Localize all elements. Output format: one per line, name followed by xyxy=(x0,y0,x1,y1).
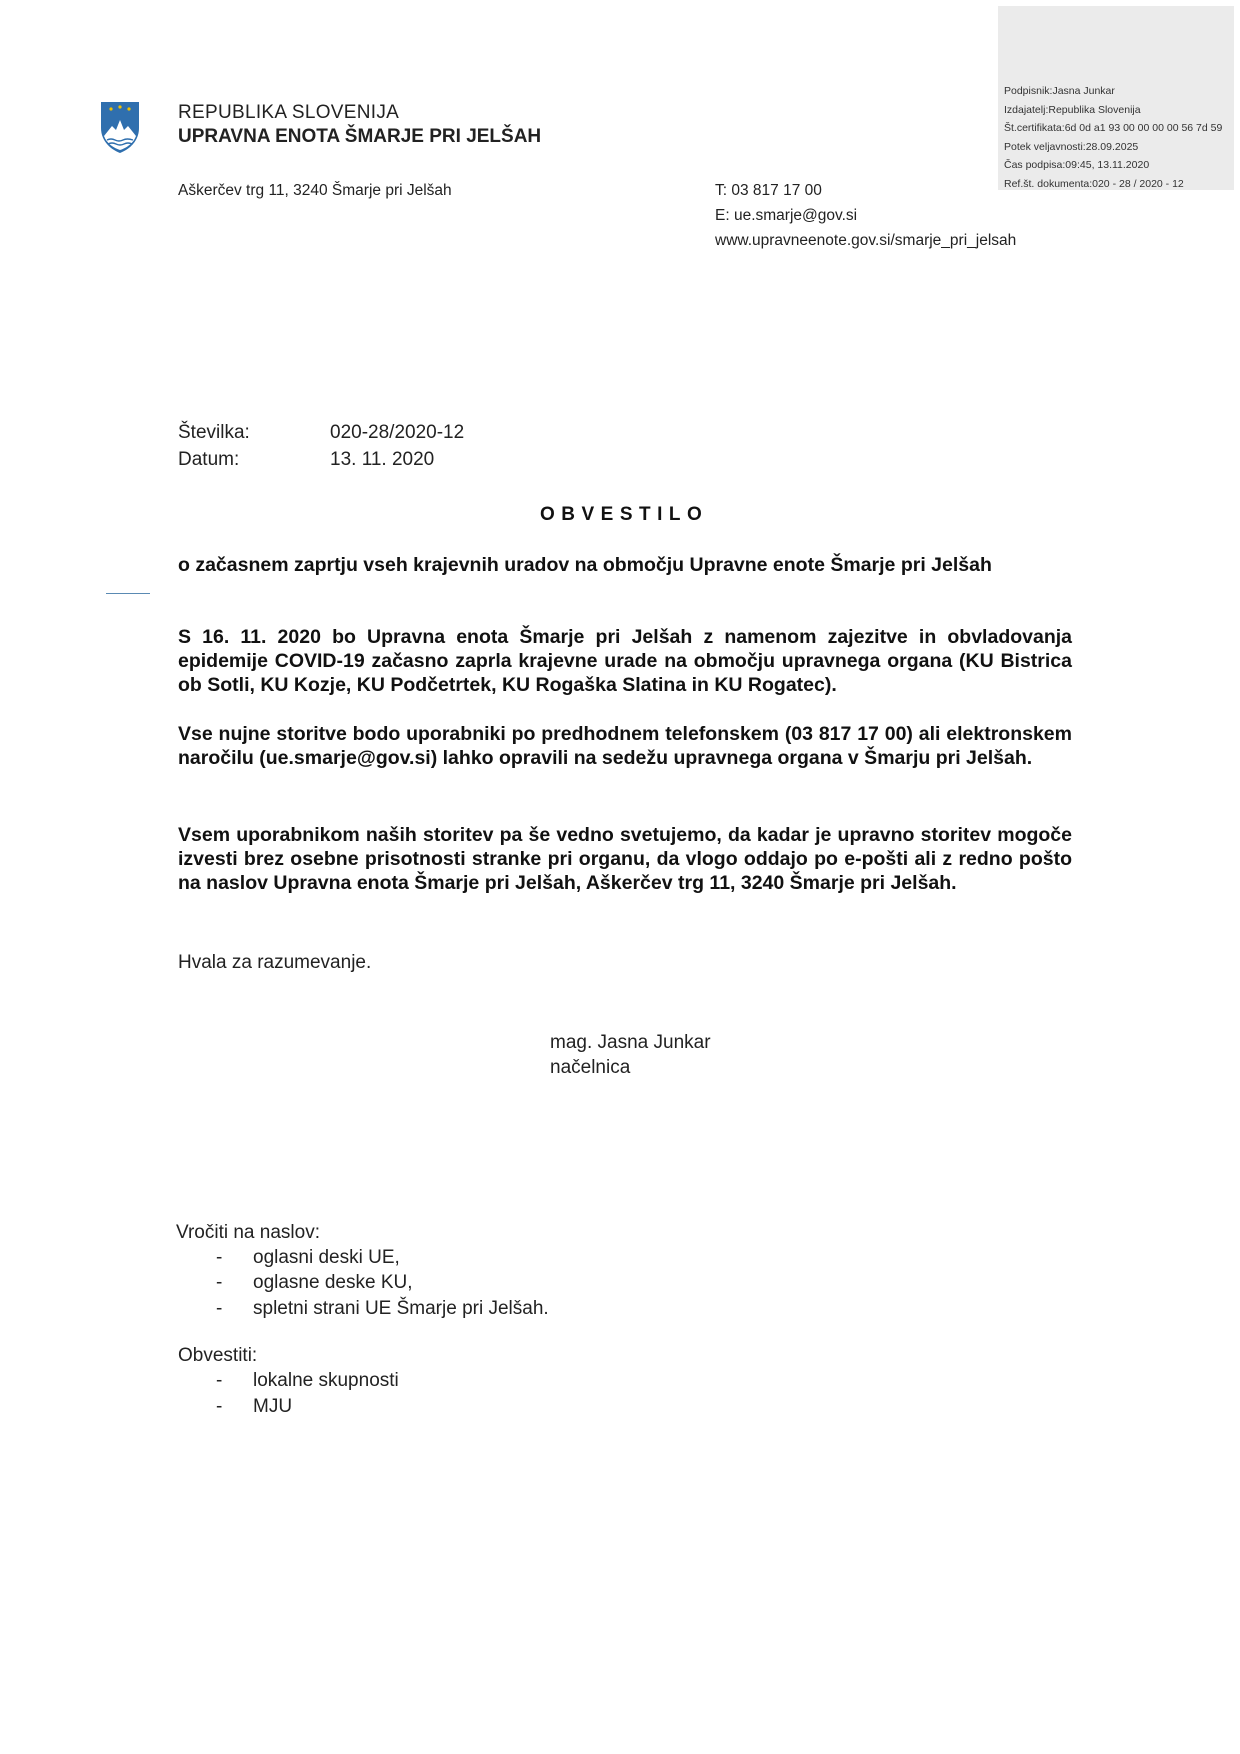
document-title: OBVESTILO xyxy=(540,504,709,525)
coat-of-arms-icon xyxy=(98,100,142,154)
signature-details xyxy=(1004,82,1222,190)
org-name-line2: UPRAVNA ENOTA ŠMARJE PRI JELŠAH xyxy=(178,126,542,147)
office-address: Aškerčev trg 11, 3240 Šmarje pri Jelšah xyxy=(178,182,452,199)
document-number-label: Številka: xyxy=(178,422,250,443)
signature-certificate: Št.certifikata:6d 0d a1 93 00 00 00 00 56 7d 59 xyxy=(1004,122,1223,134)
signer-name: mag. Jasna Junkar xyxy=(550,1032,711,1053)
list-bullet: - xyxy=(216,1298,223,1319)
list-bullet: - xyxy=(216,1370,223,1391)
list-bullet: - xyxy=(216,1396,223,1417)
list-bullet: - xyxy=(216,1272,223,1293)
signature-signer: Podpisnik:Jasna Junkar xyxy=(1004,85,1115,97)
org-name-line1: REPUBLIKA SLOVENIJA xyxy=(178,102,400,123)
paragraph-advice: Vsem uporabnikom naših storitev pa še vedno svetujemo, da kadar je upravno storitev mogoče izvesti brez osebne prisotnosti stranke pri organu, da vlogo oddajo po e-pošti ali z redno pošto na naslov Upravna enota Šmarje pri Jelšah, Aškerčev trg 11, 3240 Šmarje pri Jelšah. xyxy=(178,824,1072,894)
signer-role: načelnica xyxy=(550,1057,631,1078)
list-bullet: - xyxy=(216,1247,223,1268)
document-date-label: Datum: xyxy=(178,449,240,470)
phone-number: T: 03 817 17 00 xyxy=(715,182,822,199)
delivery-heading: Vročiti na naslov: xyxy=(176,1222,320,1243)
paragraph-closure: S 16. 11. 2020 bo Upravna enota Šmarje pri Jelšah z namenom zajezitve in obvladovanja epidemije COVID-19 začasno zaprla krajevne urade na območju upravnega organa (KU Bistrica ob Sotli, KU Kozje, KU Podčetrtek, KU Rogaška Slatina in KU Rogatec). xyxy=(178,626,1072,696)
signature-time: Čas podpisa:09:45, 13.11.2020 xyxy=(1004,159,1150,171)
document-subject: o začasnem zaprtju vseh krajevnih uradov na območju Upravne enote Šmarje pri Jelšah xyxy=(178,554,992,576)
delivery-item: oglasne deske KU, xyxy=(253,1272,413,1293)
signature-issuer: Izdajatelj:Republika Slovenija xyxy=(1004,103,1141,116)
notify-item: lokalne skupnosti xyxy=(253,1370,399,1391)
margin-mark xyxy=(106,593,150,594)
website-url: www.upravneenote.gov.si/smarje_pri_jelsah xyxy=(715,232,1017,249)
document-date-value: 13. 11. 2020 xyxy=(330,449,435,470)
signature-validity: Potek veljavnosti:28.09.2025 xyxy=(1004,140,1139,153)
delivery-item: spletni strani UE Šmarje pri Jelšah. xyxy=(253,1298,549,1319)
document-number-value: 020-28/2020-12 xyxy=(330,422,465,443)
notify-item: MJU xyxy=(253,1396,293,1417)
closing-thanks: Hvala za razumevanje. xyxy=(178,952,372,973)
notify-heading: Obvestiti: xyxy=(178,1345,258,1366)
digital-signature-stamp xyxy=(998,6,1234,190)
paragraph-services: Vse nujne storitve bodo uporabniki po predhodnem telefonskem (03 817 17 00) ali elektronskem naročilu (ue.smarje@gov.si) lahko opravili na sedežu upravnega organa v Šmarju pri Jelšah. xyxy=(178,723,1072,769)
delivery-item: oglasni deski UE, xyxy=(253,1247,400,1268)
signature-reference: Ref.št. dokumenta:020 - 28 / 2020 - 12 xyxy=(1004,177,1184,190)
email-address: E: ue.smarje@gov.si xyxy=(715,207,858,224)
